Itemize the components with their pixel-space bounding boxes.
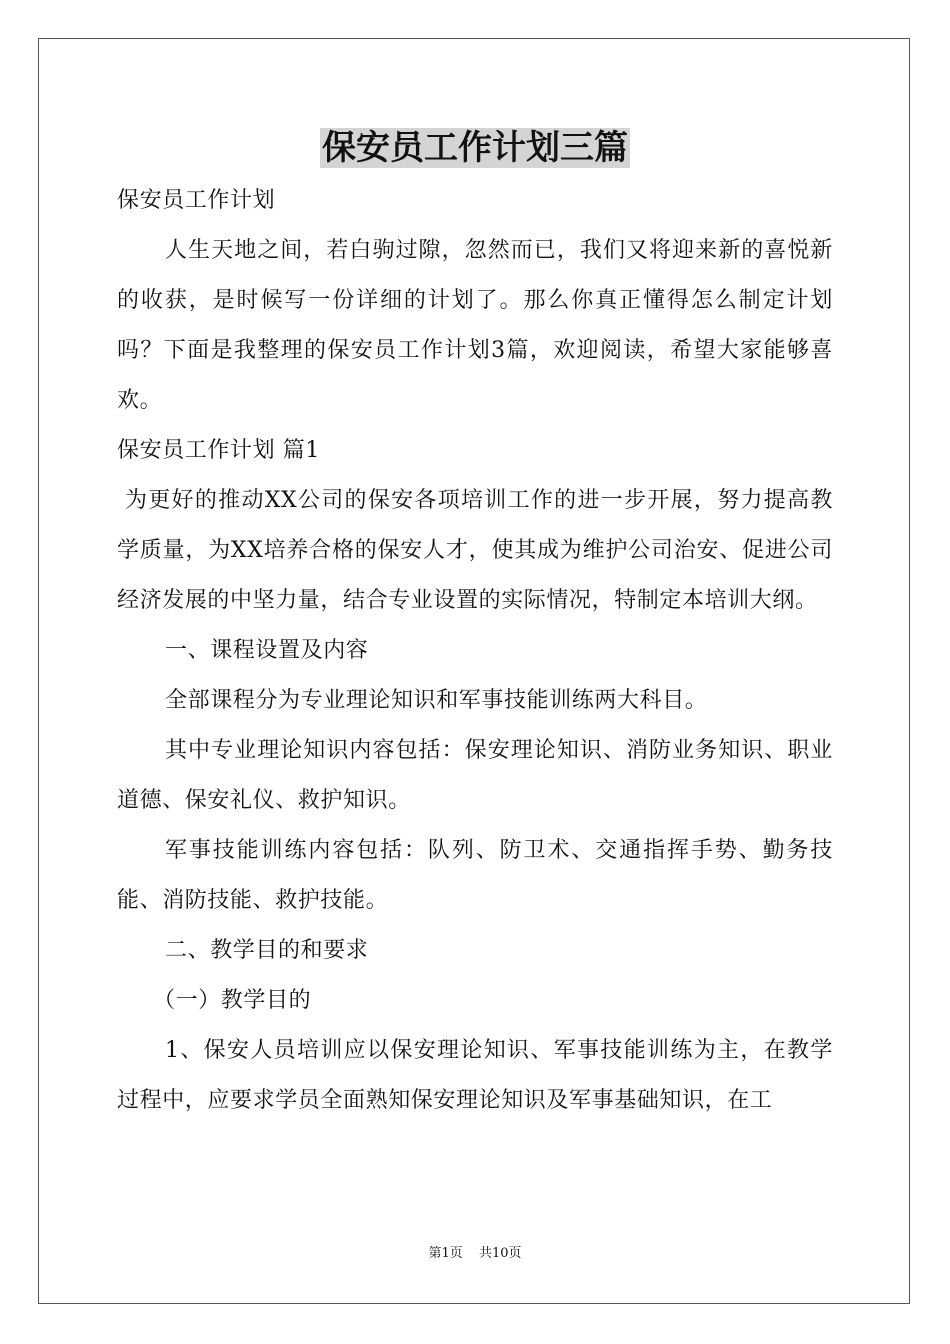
document-title-text: 保安员工作计划三篇 (322, 128, 628, 168)
section-heading: 保安员工作计划 (117, 188, 276, 213)
body-paragraph: 军事技能训练内容包括：队列、防卫术、交通指挥手势、勤务技能、消防技能、救护技能。 (117, 838, 833, 913)
subsection-heading: （一）教学目的 (153, 988, 312, 1013)
document-body (117, 176, 833, 1126)
subsection-heading: 一、课程设置及内容 (165, 638, 369, 663)
page-footer (0, 1244, 950, 1264)
body-paragraph: 1、保安人员培训应以保安理论知识、军事技能训练为主，在教学过程中，应要求学员全面熟知保安理论知识及军事基础知识，在工 (117, 1038, 833, 1113)
document-title (0, 124, 950, 172)
body-paragraph: 为更好的推动XX公司的保安各项培训工作的进一步开展，努力提高教学质量，为XX培养合格的保安人才，使其成为维护公司治安、促进公司经济发展的中坚力量，结合专业设置的实际情况，特制定本培训大纲。 (117, 488, 833, 613)
part-heading: 保安员工作计划 篇1 (117, 438, 320, 463)
body-paragraph: 其中专业理论知识内容包括：保安理论知识、消防业务知识、职业道德、保安礼仪、救护知识。 (117, 738, 833, 813)
page-total: 共10页 (478, 1246, 522, 1261)
body-paragraph: 全部课程分为专业理论知识和军事技能训练两大科目。 (165, 688, 708, 713)
page-number: 第1页 (428, 1246, 463, 1261)
subsection-heading: 二、教学目的和要求 (165, 938, 369, 963)
intro-paragraph: 人生天地之间，若白驹过隙，忽然而已，我们又将迎来新的喜悦新的收获，是时候写一份详细的计划了。那么你真正懂得怎么制定计划吗？下面是我整理的保安员工作计划3篇，欢迎阅读，希望大家能够喜欢。 (117, 238, 833, 413)
